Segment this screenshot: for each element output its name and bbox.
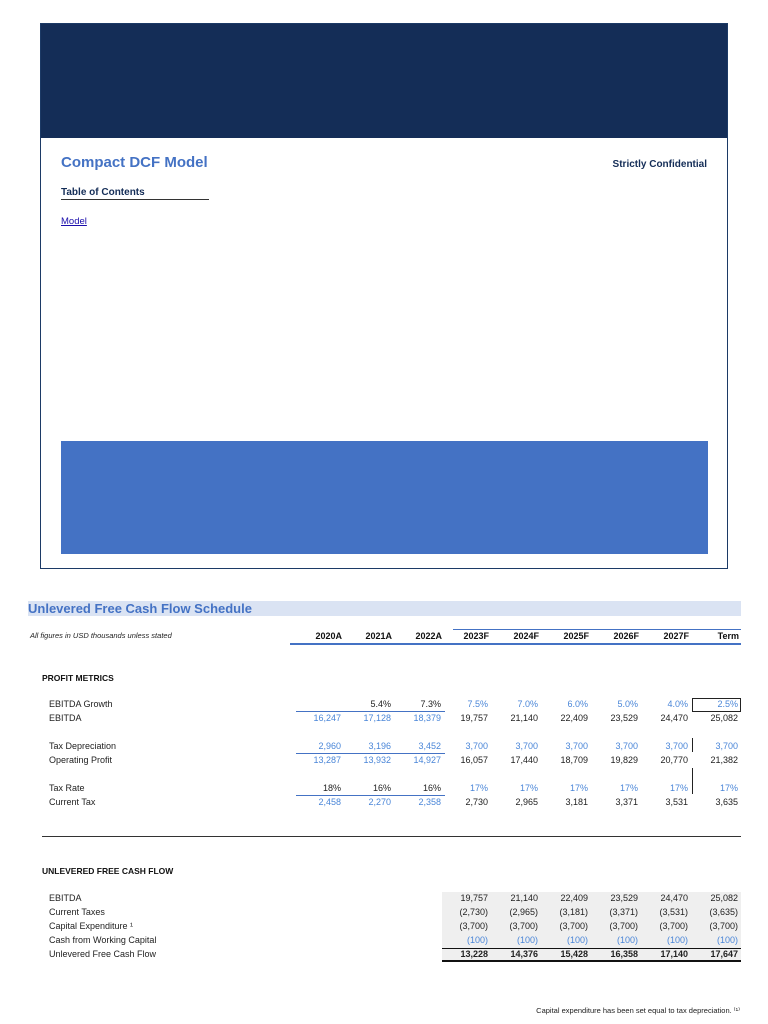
table-cell: 17,647	[710, 949, 738, 959]
table-cell: 7.5%	[467, 699, 488, 709]
ufcf-double-rule	[442, 960, 741, 962]
row-label: Unlevered Free Cash Flow	[49, 949, 157, 959]
table-cell: (100)	[716, 935, 738, 945]
table-cell: 19,757	[460, 713, 488, 723]
column-header: Term	[717, 631, 739, 641]
table-cell: 4.0%	[667, 699, 688, 709]
table-cell: 2,270	[368, 797, 391, 807]
table-cell: 5.4%	[370, 699, 391, 709]
table-cell: 16,247	[313, 713, 341, 723]
table-cell: 3,531	[665, 797, 688, 807]
table-cell: (100)	[566, 935, 588, 945]
table-cell: 3,700	[515, 741, 538, 751]
table-cell: 3,196	[368, 741, 391, 751]
table-cell: 2.5%	[717, 699, 738, 709]
table-cell: 22,409	[560, 713, 588, 723]
table-cell: 17%	[619, 783, 638, 793]
toc-link-model[interactable]: Model	[61, 216, 87, 227]
table-cell: (3,700)	[459, 921, 488, 931]
row-label: Tax Depreciation	[49, 741, 117, 751]
table-cell: 21,140	[510, 893, 538, 903]
table-cell: (3,635)	[709, 907, 738, 917]
footnote: Capital expenditure has been set equal to tax depreciation. ⁽¹⁾	[536, 1006, 740, 1015]
table-cell: 5.0%	[617, 699, 638, 709]
table-cell: 22,409	[560, 893, 588, 903]
table-cell: 18,709	[560, 755, 588, 765]
table-cell: 17%	[469, 783, 488, 793]
row-label: Capital Expenditure ¹	[49, 921, 134, 931]
column-header: 2024F	[513, 631, 539, 641]
table-cell: (3,700)	[659, 921, 688, 931]
table-cell: 17,440	[510, 755, 538, 765]
ufcf-title: UNLEVERED FREE CASH FLOW	[42, 866, 174, 876]
historic-underline	[296, 711, 445, 712]
row-label: Cash from Working Capital	[49, 935, 157, 945]
table-cell: 18%	[322, 783, 341, 793]
toc-title: Table of Contents	[61, 187, 209, 200]
table-cell: 13,228	[460, 949, 488, 959]
row-label: Current Tax	[49, 797, 96, 807]
table-cell: 24,470	[660, 893, 688, 903]
row-label: Operating Profit	[49, 755, 113, 765]
table-cell: 3,181	[565, 797, 588, 807]
table-cell: (100)	[666, 935, 688, 945]
historic-underline	[296, 795, 445, 796]
table-cell: 17,128	[363, 713, 391, 723]
column-header: 2026F	[613, 631, 639, 641]
table-cell: 19,829	[610, 755, 638, 765]
table-cell: (3,700)	[509, 921, 538, 931]
table-cell: (3,531)	[659, 907, 688, 917]
table-cell: 21,382	[710, 755, 738, 765]
table-cell: 16%	[422, 783, 441, 793]
table-cell: 7.0%	[517, 699, 538, 709]
table-cell: 3,452	[418, 741, 441, 751]
table-cell: (2,730)	[459, 907, 488, 917]
table-cell: 17,140	[660, 949, 688, 959]
table-cell: 15,428	[560, 949, 588, 959]
term-growth-box	[692, 698, 741, 712]
table-cell: (3,700)	[609, 921, 638, 931]
term-divider	[692, 768, 693, 794]
schedule-title: Unlevered Free Cash Flow Schedule	[28, 601, 741, 616]
table-cell: 17%	[519, 783, 538, 793]
table-cell: 13,287	[313, 755, 341, 765]
column-header: 2025F	[563, 631, 589, 641]
table-cell: 17%	[569, 783, 588, 793]
row-label: EBITDA	[49, 713, 82, 723]
table-cell: (2,965)	[509, 907, 538, 917]
column-header: 2022A	[415, 631, 442, 641]
table-cell: 3,635	[715, 797, 738, 807]
units-note: All figures in USD thousands unless stated	[30, 631, 172, 640]
model-title: Compact DCF Model	[61, 154, 208, 171]
row-label: Tax Rate	[49, 783, 85, 793]
table-cell: 3,371	[615, 797, 638, 807]
table-cell: 14,376	[510, 949, 538, 959]
table-cell: 23,529	[610, 713, 638, 723]
table-cell: 3,700	[615, 741, 638, 751]
table-cell: 25,082	[710, 893, 738, 903]
cover-footer-band	[61, 441, 708, 554]
table-cell: (3,700)	[709, 921, 738, 931]
table-cell: 14,927	[413, 755, 441, 765]
table-cell: (100)	[466, 935, 488, 945]
table-cell: 23,529	[610, 893, 638, 903]
table-cell: 2,458	[318, 797, 341, 807]
profit-metrics-title: PROFIT METRICS	[42, 673, 114, 683]
table-cell: 3,700	[465, 741, 488, 751]
table-cell: (100)	[516, 935, 538, 945]
column-header: 2023F	[463, 631, 489, 641]
table-cell: (3,700)	[559, 921, 588, 931]
table-cell: 6.0%	[567, 699, 588, 709]
column-header: 2021A	[365, 631, 392, 641]
table-cell: 2,358	[418, 797, 441, 807]
table-cell: (3,181)	[559, 907, 588, 917]
table-cell: 21,140	[510, 713, 538, 723]
confidential-label: Strictly Confidential	[612, 159, 707, 170]
table-cell: 18,379	[413, 713, 441, 723]
table-cell: 25,082	[710, 713, 738, 723]
table-cell: 16%	[372, 783, 391, 793]
table-cell: 2,730	[465, 797, 488, 807]
historic-underline	[296, 753, 445, 754]
forecast-top-rule	[453, 629, 741, 630]
row-label: EBITDA	[49, 893, 82, 903]
table-cell: 20,770	[660, 755, 688, 765]
row-label: EBITDA Growth	[49, 699, 113, 709]
table-cell: 3,700	[565, 741, 588, 751]
table-cell: 16,057	[460, 755, 488, 765]
table-cell: 16,358	[610, 949, 638, 959]
table-cell: 17%	[669, 783, 688, 793]
row-label: Current Taxes	[49, 907, 105, 917]
table-cell: 3,700	[715, 741, 738, 751]
table-cell: 13,932	[363, 755, 391, 765]
table-cell: 17%	[719, 783, 738, 793]
table-cell: 2,960	[318, 741, 341, 751]
table-cell: (100)	[616, 935, 638, 945]
table-cell: 3,700	[665, 741, 688, 751]
table-cell: 19,757	[460, 893, 488, 903]
column-header: 2027F	[663, 631, 689, 641]
section-separator	[42, 836, 741, 837]
table-cell: (3,371)	[609, 907, 638, 917]
term-divider	[692, 738, 693, 752]
table-cell: 2,965	[515, 797, 538, 807]
header-rule	[290, 643, 741, 645]
cover-panel	[40, 23, 728, 569]
cover-header-band	[41, 24, 727, 138]
table-cell: 24,470	[660, 713, 688, 723]
column-header: 2020A	[315, 631, 342, 641]
table-cell: 7.3%	[420, 699, 441, 709]
